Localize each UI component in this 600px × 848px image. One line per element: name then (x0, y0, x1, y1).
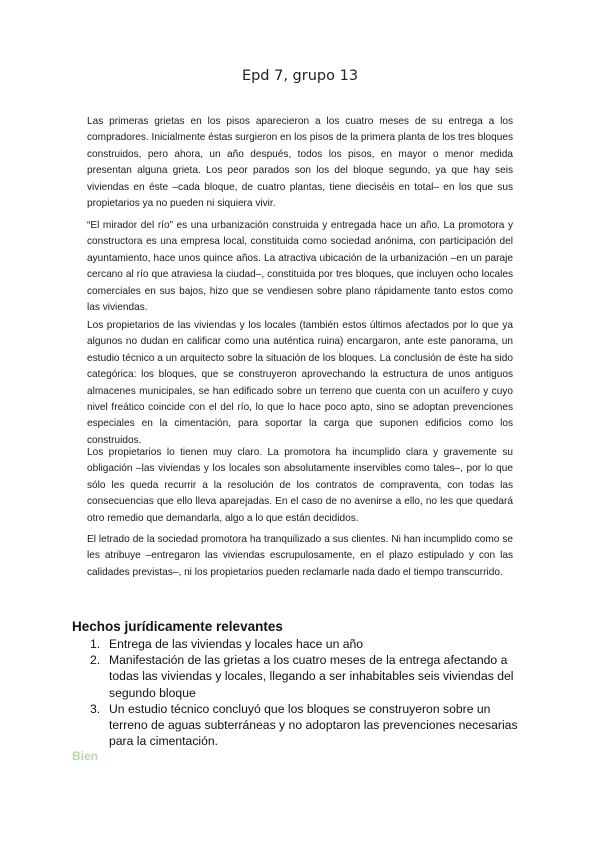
paragraph: Las primeras grietas en los pisos aparecieron a los cuatro meses de su entrega a los compradores. Inicialmente éstas surgieron en los pisos de la primera planta de los tres bloques construidos, pero ahora, un año después, todos los pisos, en mayor o menor medida presentan alguna grieta. Los peor parados son los del bloque segundo, ya que hay seis viviendas en éste –cada bloque, de cuatro plantas, tiene dieciséis en total– en los que sus propietarios ya no pueden ni siquiera vivir. (87, 116, 513, 210)
list-item-text: Manifestación de las grietas a los cuatro meses de la entrega afectando a todas las viviendas y locales, llegando a ser inhabitables seis viviendas del segundo bloque (109, 653, 514, 700)
grade-comment: Bien (72, 749, 99, 763)
facts-heading: Hechos jurídicamente relevantes (72, 619, 283, 634)
document-title: Epd 7, grupo 13 (241, 68, 359, 84)
list-item (72, 636, 522, 652)
list-number: 2. (90, 653, 101, 668)
facts-list (72, 636, 522, 749)
list-number: 3. (90, 701, 101, 716)
list-number: 1. (90, 637, 101, 651)
paragraph: “El mirador del río” es una urbanización construida y entregada hace un año. La promotora y constructora es una empresa local, constituida como sociedad anónima, con participación del ayuntamiento, hace unos quince años. La atractiva ubicación de la urbanización –en un paraje cercano al río que atraviesa la ciudad–, constituida por tres bloques, que incluyen ocho locales comerciales en sus bajos, hizo que se vendiesen sobre plano rápidamente tanto estos como las viviendas. (87, 220, 513, 314)
list-item-text: Entrega de las viviendas y locales hace un año (109, 637, 364, 651)
paragraph: Los propietarios lo tienen muy claro. La promotora ha incumplido clara y gravemente su obligación –las viviendas y los locales son absolutamente inservibles como tales–, por lo que sólo les queda recurrir a la resolución de los contratos de compraventa, con todas las consecuencias que ello lleva aparejadas. En el caso de no avenirse a ello, no les que quedará otro remedio que demandarla, algo a lo que están decididos. (87, 447, 513, 524)
paragraph: El letrado de la sociedad promotora ha tranquilizado a sus clientes. Ni han incumplido como se les atribuye –entregaron las viviendas escrupulosamente, en el plazo estipulado y con las calidades previstas–, ni los propietarios pueden reclamarle nada dado el tiempo transcurrido. (87, 534, 513, 578)
list-item (72, 701, 522, 750)
list-item-text: Un estudio técnico concluyó que los bloques se construyeron sobre un terreno de aguas subterráneas y no adoptaron las prevenciones necesarias para la cimentación. (109, 701, 518, 749)
list-item (72, 652, 522, 701)
paragraph: Los propietarios de las viviendas y los locales (también estos últimos afectados por lo que ya algunos no dudan en calificar como una auténtica ruina) encargaron, ante este panorama, un estudio técnico a un arquitecto sobre la situación de los bloques. La conclusión de éste ha sido categórica: los bloques, que se construyeron aprovechando la estructura de unos antiguos almacenes municipales, se han edificado sobre un terreno que cuenta con un acuífero y cuyo nivel freático coincide con el del río, lo que lo hace poco apto, sino se adoptan prevenciones especiales en la cimentación, para soportar la carga que suponen edificios como los construidos. (87, 320, 513, 446)
